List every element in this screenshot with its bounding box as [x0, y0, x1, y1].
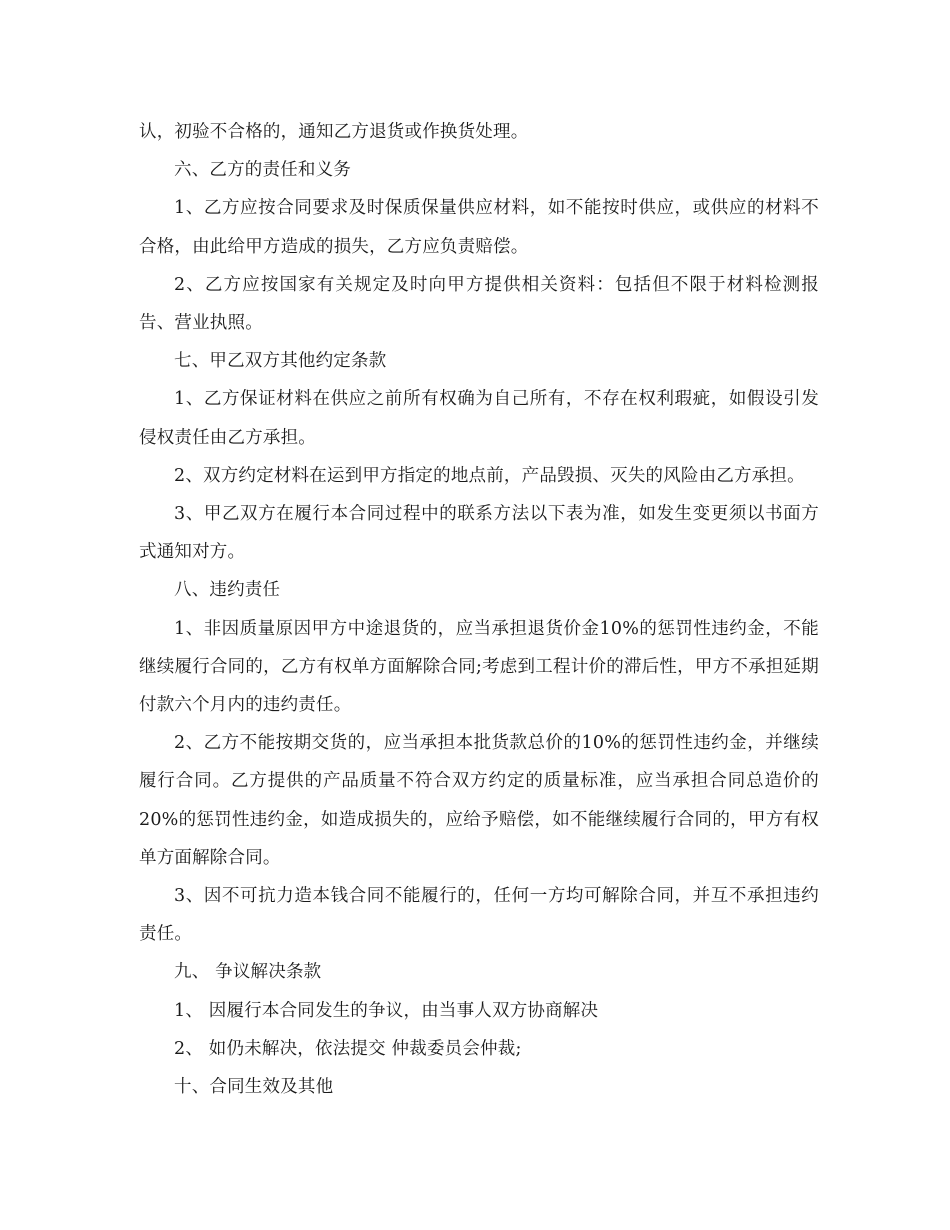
paragraph: 1、非因质量原因甲方中途退货的，应当承担退货价金10%的惩罚性违约金，不能继续履行合同的，乙方有权单方面解除合同;考虑到工程计价的滞后性，甲方不承担延期付款六个月内的违约责任。 — [139, 618, 819, 716]
paragraph: 1、乙方应按合同要求及时保质保量供应材料，如不能按时供应，或供应的材料不合格，由此给甲方造成的损失，乙方应负责赔偿。 — [139, 198, 819, 257]
paragraph: 2、 如仍未解决，依法提交 仲裁委员会仲裁; — [174, 1038, 522, 1059]
paragraph: 3、因不可抗力造本钱合同不能履行的，任何一方均可解除合同，并互不承担违约责任。 — [139, 886, 819, 945]
paragraph: 1、乙方保证材料在供应之前所有权确为自己所有，不存在权利瑕疵，如假设引发侵权责任由乙方承担。 — [139, 389, 819, 448]
paragraph: 认，初验不合格的，通知乙方退货或作换货处理。 — [139, 122, 529, 142]
paragraph: 2、乙方应按国家有关规定及时向甲方提供相关资料：包括但不限于材料检测报告、营业执照。 — [139, 274, 819, 334]
section-heading: 六、乙方的责任和义务 — [174, 160, 351, 181]
section-heading: 十、合同生效及其他 — [174, 1077, 334, 1098]
paragraph: 1、 因履行本合同发生的争议，由当事人双方协商解决 — [174, 1000, 599, 1021]
section-heading: 七、甲乙双方其他约定条款 — [174, 351, 387, 372]
paragraph: 3、甲乙双方在履行本合同过程中的联系方法以下表为准，如发生变更须以书面方式通知对方。 — [139, 504, 819, 563]
paragraph: 2、乙方不能按期交货的，应当承担本批货款总价的10%的惩罚性违约金，并继续履行合同。乙方提供的产品质量不符合双方约定的质量标准，应当承担合同总造价的20%的惩罚性违约金，如造成损失的，应给予赔偿，如不能继续履行合同的，甲方有权单方面解除合同。 — [139, 733, 819, 868]
section-heading: 八、违约责任 — [174, 580, 281, 601]
document-body — [139, 113, 819, 1106]
paragraph: 2、双方约定材料在运到甲方指定的地点前，产品毁损、灭失的风险由乙方承担。 — [174, 465, 805, 486]
section-heading: 九、 争议解决条款 — [174, 962, 322, 983]
